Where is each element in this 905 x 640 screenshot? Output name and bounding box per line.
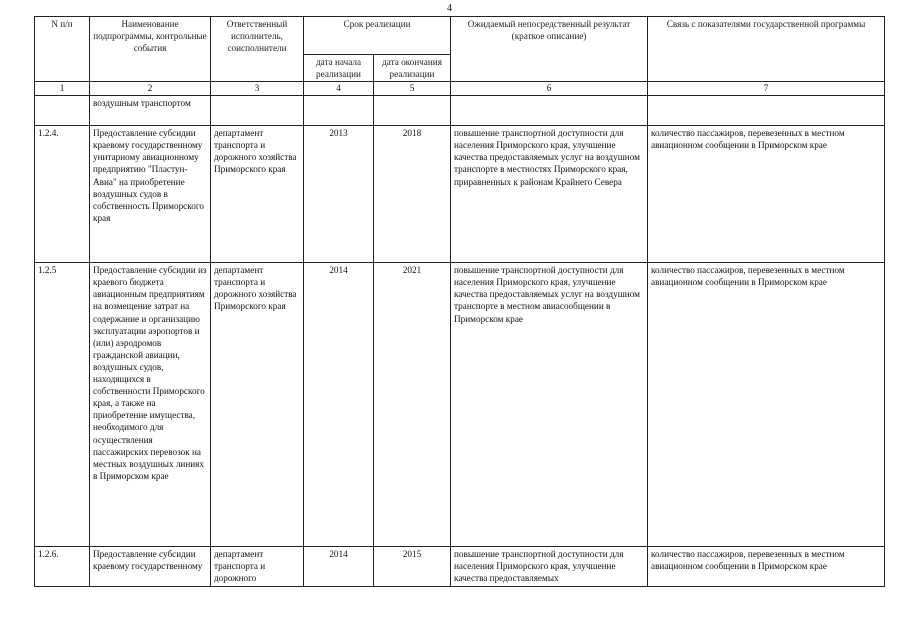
- row-num: 1.2.5: [35, 263, 90, 547]
- header-responsible: Ответственный исполнитель, соисполнители: [211, 17, 304, 82]
- row-result: повышение транспортной доступности для населения Приморского края, улучшение качества предоставляемых: [451, 547, 648, 587]
- column-numbers-row: [35, 82, 885, 96]
- row-result: повышение транспортной доступности для населения Приморского края, улучшение качества предоставляемых услуг на воздушном транспорте в местном авиасообщении в Приморском крае: [451, 263, 648, 547]
- column-number: 2: [90, 82, 211, 96]
- column-number: 7: [648, 82, 885, 96]
- row-link: [648, 96, 885, 126]
- row-link: количество пассажиров, перевезенных в местном авиационном сообщении в Приморском крае: [648, 126, 885, 263]
- row-start: 2013: [304, 126, 374, 263]
- row-end: [374, 96, 451, 126]
- row-responsible: департамент транспорта и дорожного хозяйства Приморского края: [211, 126, 304, 263]
- column-number: 3: [211, 82, 304, 96]
- header-result: Ожидаемый непосредственный результат (краткое описание): [451, 17, 648, 82]
- row-responsible: [211, 96, 304, 126]
- row-end: 2018: [374, 126, 451, 263]
- column-number: 6: [451, 82, 648, 96]
- row-start: 2014: [304, 547, 374, 587]
- row-num: 1.2.4.: [35, 126, 90, 263]
- header-start: дата начала реализации: [304, 55, 374, 82]
- row-link: количество пассажиров, перевезенных в местном авиационном сообщении в Приморском крае: [648, 263, 885, 547]
- row-name: воздушным транспортом: [90, 96, 211, 126]
- table-row: [35, 126, 885, 263]
- header-num: N п/п: [35, 17, 90, 82]
- row-responsible: департамент транспорта и дорожного: [211, 547, 304, 587]
- header-period: Срок реализации: [304, 17, 451, 55]
- header-row: [35, 17, 885, 55]
- row-num: [35, 96, 90, 126]
- row-name: Предоставление субсидии краевому государственному: [90, 547, 211, 587]
- row-start: [304, 96, 374, 126]
- table-row: [35, 96, 885, 126]
- column-number: 4: [304, 82, 374, 96]
- page-number: 4: [447, 3, 452, 14]
- row-result: повышение транспортной доступности для населения Приморского края, улучшение качества предоставляемых услуг на воздушном транспорте в местностях Приморского края, приравненных к районам Крайнего Севера: [451, 126, 648, 263]
- table-row: [35, 263, 885, 547]
- column-number: 5: [374, 82, 451, 96]
- program-table: [34, 16, 885, 587]
- row-responsible: департамент транспорта и дорожного хозяйства Приморского края: [211, 263, 304, 547]
- row-end: 2021: [374, 263, 451, 547]
- header-name: Наименование подпрограммы, контрольные события: [90, 17, 211, 82]
- row-name: Предоставление субсидии краевому государственному унитарному авиационному предприятию "Пластун-Авиа" на приобретение воздушных судов в собственность Приморского края: [90, 126, 211, 263]
- row-link: количество пассажиров, перевезенных в местном авиационном сообщении в Приморском крае: [648, 547, 885, 587]
- row-name: Предоставление субсидии из краевого бюджета авиационным предприятиям на возмещение затрат на содержание и организацию эксплуатации аэропортов и (или) аэродромов гражданской авиации, воздушных судов, находящихся в собственности Приморского края, а также на приобретение имущества, необходимого для осуществления пассажирских перевозок на местных воздушных линиях в Приморском крае: [90, 263, 211, 547]
- row-end: 2015: [374, 547, 451, 587]
- table-row: [35, 547, 885, 587]
- header-end: дата окончания реализации: [374, 55, 451, 82]
- row-start: 2014: [304, 263, 374, 547]
- row-num: 1.2.6.: [35, 547, 90, 587]
- row-result: [451, 96, 648, 126]
- header-link: Связь с показателями государственной программы: [648, 17, 885, 82]
- column-number: 1: [35, 82, 90, 96]
